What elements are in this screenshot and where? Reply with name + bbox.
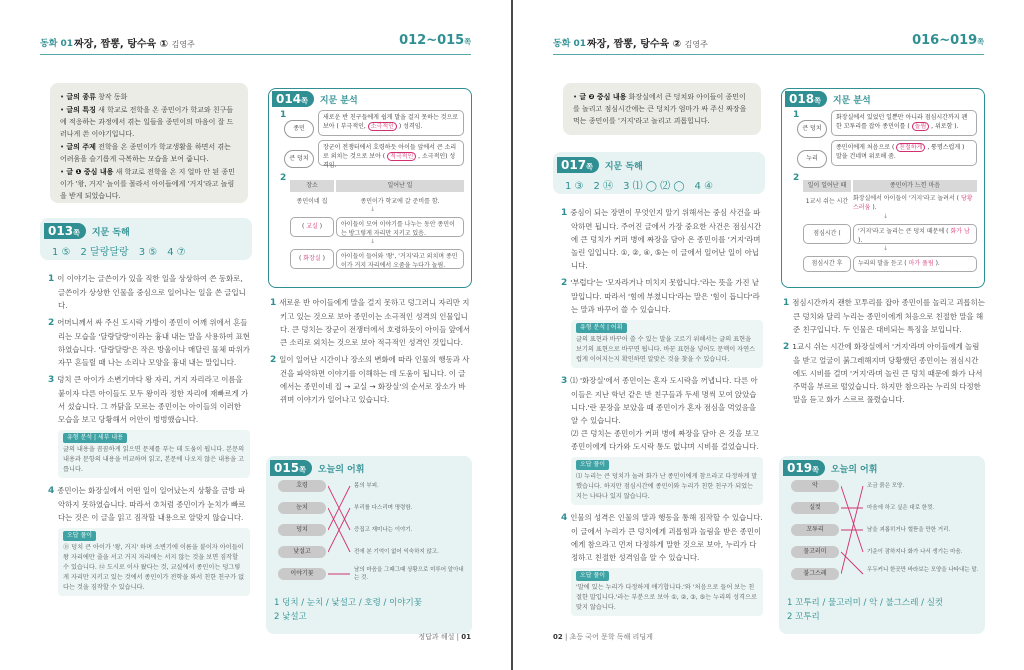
vocab-definition: 남의 마음을 그때그때 상황으로 미루어 알아내는 것. <box>354 567 464 581</box>
summary-box <box>563 83 761 135</box>
explanation-item: 1 새로운 반 아이들에게 말을 걸지 못하고 덩그러니 자리만 지키고 있는 것으로 보아 종민이는 소극적인 성격의 인물입니다. 큰 덩치는 장군이 전쟁터에서 호령하듯이 아이들 앞에서 큰 소리로 외치는 것으로 보아 적극적인 성격인 것입니다. <box>270 298 471 347</box>
section-013-tag: 013쪽 지문 독해 <box>44 223 130 239</box>
story-title: 짜장, 짬뽕, 탕수육 ① 김영주 <box>74 39 195 50</box>
tip-box: 오답 풀이 ⑪ 덩치 큰 아이가 '왕, 거지' 하며 소변기에 이름을 붙이자 아이들이 왕 자리에만 줄을 서고 거지 자리에는 서지 않는 것을 보면 짐작할 수 있습니다. ⑫ 도시로 이사 왔다는 것, 교실에서 종민이는 덩그렇게 자리만 지키고 있는 것에서 종민이가 전학을 와서 친한 친구가 없다는 것을 짐작할 수 있습니다. <box>58 528 250 596</box>
summary-item: • 글의 주제 전학을 온 종민이가 학교생활을 하면서 겪는 어려움을 슬기롭게 극복하는 모습을 보여 줍니다. <box>60 143 231 163</box>
vocab-word: 눈치 <box>278 502 326 514</box>
vocab-definition: 마음에 하고 싶은 대로 한껏. <box>867 505 935 511</box>
explanations-014 <box>270 296 472 410</box>
matching-lines <box>841 480 865 580</box>
answers-015: 2 낯설고 <box>274 612 307 622</box>
vocab-word: 이야기꽃 <box>278 568 326 580</box>
page-header: 동화 01 짜장, 짬뽕, 탕수육 ② 김영주 016~019쪽 <box>553 32 984 55</box>
section-017-tag: 017쪽 지문 독해 <box>557 157 643 173</box>
page-footer: 02 | 초등 국어 문학 독해 리딩게 <box>553 633 653 641</box>
answers-015: 1 덩치 / 눈치 / 낯설고 / 호령 / 이야기꽃 <box>274 598 422 608</box>
vocab-definition: 부리를 다스리며 명령함. <box>354 505 413 511</box>
section-018-tag: 018쪽 지문 분석 <box>785 91 871 107</box>
place-event-table: 장소 일어난 일 종민이네 집 종민이가 학교에 갈 준비를 함. ↓ ( 교실 ) 아이들이 모여 이야기를 나누는 동안 종민이는 방그렇게 자리만 지키고 있음. ↓ ( 화장실 ) 아이들이 들어와 '왕', '거지'라고 외치며 종민이가 거지 자리에서 오줌을 누다가 놀림. <box>290 180 464 280</box>
vocab-definition: 몸의 부피. <box>354 483 379 489</box>
character-description: 새로운 반 친구들에게 쉽게 말을 걸지 못하는 것으로 보아 ( 부극적인, 소극적인 ) 성격임. <box>318 110 464 136</box>
page-footer: 정답과 해설 | 01 <box>418 633 471 641</box>
vocab-definition: 전에 본 기억이 없어 익숙하지 않고. <box>354 549 439 555</box>
summary-item: • 글 ❶ 중심 내용 새 학교로 전학을 온 지 얼마 안 된 종민이가 '왕, 거지' 놀이를 몰라서 아이들에게 '거지'라고 놀림을 받게 되었습니다. <box>60 168 235 200</box>
vocab-definition: 조금 붉은 모양. <box>867 483 905 489</box>
vocab-definition: 기운이 잠하지나 화가 나서 생기는 마음. <box>867 549 963 555</box>
character-pill: 큰 덩치 <box>797 120 827 138</box>
section-019-tag: 019쪽 오늘의 어휘 <box>783 460 877 476</box>
character-description: 장군이 전쟁터에서 호령하듯 아이들 앞에서 큰 소리로 외치는 것으로 보아 ( 적극적인 , 소극적인) 성격임. <box>318 140 464 166</box>
vocab-word: 악 <box>791 480 839 492</box>
page-range: 016~019쪽 <box>912 33 984 48</box>
explanation-item: 3 덩치 큰 아이가 소변기마다 왕 자리, 거지 자리라고 이름을 붙이자 다른 아이들도 모두 왕이라 정한 자리에 재빠르게 가서 섰습니다. 그 까닭을 모르는 종민이는 아이들의 이러한 모습을 보고 당황해서 어안이 벙벙했습니다. <box>48 375 249 424</box>
tip-box: 유형 분석 | 어휘 글의 표현과 바꾸어 쓸 수 있는 말을 고르기 위해서는 글의 표현을 보기의 표현으로 바꾸면 됩니다. 바꾼 표현을 넣어도 문맥이 자연스럽게 이어지는지 확인하면 알맞은 것을 찾을 수 있습니다. <box>571 320 763 368</box>
vocab-word: 물고러미 <box>791 546 839 558</box>
vocab-word: 호령 <box>278 480 326 492</box>
vocab-definition: 증집고 재미나는 이야기. <box>354 527 413 533</box>
character-pill: 종민 <box>284 120 314 138</box>
summary-item: • 글의 종류 창작 동화 <box>60 93 128 101</box>
summary-item: • 글 ❷ 중심 내용 화장실에서 큰 덩치와 아이들이 종민이를 놀리고 점심시간에는 큰 덩치가 엄마가 싸 주신 짜장을 먹는 종민이를 '거지'라고 놀리고 괴롭힙니다. <box>573 93 747 125</box>
explanations-018: 1 점심시간까지 괜한 꼬투리를 잡아 종민이를 놀리고 괴롭히는 큰 덩치와 달리 누리는 종민이에게 처음으로 친절한 말을 해 준 친구입니다. 두 인물은 대비되는 특징을 보입니다. 2 1교시 쉬는 시간에 화장실에서 '거지'라며 아이들에게 놀림을 받고 얼굴이 붉그레해지며 당황했던 종민이는 점심시간에도 시비를 걸며 '거지'라며 놀린 큰 덩치 때문에 화가 나서 주먹을 부르르 떨었습니다. 하지만 참으라는 누리의 다정한 말을 듣고 화가 스르르 풀렸습니다. <box>783 298 985 404</box>
answers-017: 1 ③ 2 ⑭ 3 ⑴ ◯ ⑵ ◯ 4 ④ <box>565 181 714 192</box>
explanation-item: 2 일이 일어난 시간이나 장소의 변화에 따라 인물의 행동과 사건을 파악하면 이야기를 이해하는 데 도움이 됩니다. 이 글에서는 종민이네 집 → 교실 → 화장실'의 순서로 장소가 바뀌며 이야기가 일어나고 있습니다. <box>270 355 470 404</box>
section-015-tag: 015쪽 오늘의 어휘 <box>270 460 364 476</box>
vocab-word: 덩치 <box>278 524 326 536</box>
explanations-017: 1 중심이 되는 장면이 무엇인지 알기 위해서는 중심 사건을 파악하면 됩니다. 주어진 글에서 가장 중요한 사건은 점심시간에 큰 덩치가 커퍼 병에 짜장을 담아 온 종민이를 '거지'라며 놀린 일입니다. ①, ②, ④, ⑤는 이 글에서 일어난 일이 아닙니다. 2 '부럽다'는 '모자라거나 미치지 못합니다.'라는 뜻을 가진 낱말입니다. 따라서 '힘에 부쳤니다'라는 말은 '힘이 듭니다'라는 말과 바꾸어 쓸 수 있습니다. 유형 분석 | 어휘 글의 표현과 바꾸어 쓸 수 있는 말을 고르기 위해서는 글의 표현을 보기의 표현으로 바꾸면 됩니다. 바꾼 표현을 넣어도 문맥이 자연스럽게 이어지는지 확인하면 알맞은 것을 찾을 수 있습니다. 3 ⑴ '화장실'에서 종민이는 혼자 도시락을 꺼냅니다. 다른 아이들은 지난 학년 같은 반 친구들과 두세 명씩 모여 앉았습니다.'란 문장을 보았을 때 종민이가 혼자 점심을 먹었음을 알 수 있습니다. ⑵ 큰 덩치는 종민이가 커퍼 병에 짜장을 담아 온 것을 보고 종민이에게 다가와 도시락 통도 없냐며 시비를 걸었습니다. 오답 풀이 ⑴ 누리는 큰 덩치가 놀려 화가 난 종민이에게 참으라고 다정하게 말했습니다. 하지만 점심시간에 종민이와 누리가 친한 친구가 되었는지는 나타나 있지 않습니다. 4 인물의 성격은 인물의 말과 행동을 통해 짐작할 수 있습니다. 이 글에서 누리가 큰 덩치에게 괴롭힘과 놀림을 받은 종민이에게 참으라고 먼저 다정하게 말한 것으로 보아, 누리가 다정하고 친절한 성격임을 알 수 있습니다. 오답 풀이 '말에 있는 누리가 다정하게 얘기합니다.'와 '처음으로 들어 보는 친절한 말입니다.'라는 부분으로 보아 ①, ②, ③, ⑤는 누리의 성격으로 맞지 않습니다. <box>561 206 763 622</box>
episode-label: 동화 01 <box>40 39 74 49</box>
tip-box: 오답 풀이 ⑴ 누리는 큰 덩치가 놀려 화가 난 종민이에게 참으라고 다정하게 말했습니다. 하지만 점심시간에 종민이와 누리가 친한 친구가 되었는지는 나타나 있지 않습니다. <box>571 457 763 505</box>
summary-item: • 글의 특징 새 학교로 전학을 온 종민이가 학교와 친구들에 적응하는 과정에서 겪는 일들을 종민이의 마음이 잘 드러나게 쓴 이야기입니다. <box>60 106 234 138</box>
tip-box: 유형 분석 | 세부 내용 글의 내용을 꼼꼼하게 읽으면 문제를 푸는 데 도움이 됩니다. 본문의 내용과 문항의 내용을 비교하며 읽고, 본문에 나오지 않은 내용을 고릅니다. <box>58 430 250 478</box>
explanation-item: 1 이 이야기는 글쓴이가 있을 직한 일을 상상하여 쓴 동화로, 글쓴이가 상상한 인물을 중심으로 일어나는 일을 쓴 글입니다. <box>48 274 246 310</box>
answers-019: 2 꼬투리 <box>787 612 820 622</box>
vocab-word: 낯설고 <box>278 546 326 558</box>
vocab-word: 실컷 <box>791 502 839 514</box>
page-range: 012~015쪽 <box>399 33 471 48</box>
vocab-definition: 우두커니 한곳만 바라보는 모양을 나타내는 말. <box>867 567 979 573</box>
character-pill: 누리 <box>797 150 827 168</box>
section-014-tag: 014쪽 지문 분석 <box>272 91 358 107</box>
explanation-item: 4 종민이는 화장실에서 어떤 일이 일어났는지 상황을 금방 파악하지 못하였습니다. 따라서 ⑦처럼 종민이가 눈치가 빠르다는 것은 이 글을 읽고 짐작할 내용으로 알맞지 않습니다. <box>48 486 246 522</box>
time-feeling-table: 일이 일어난 때 종민이가 느낀 마음 1교시 쉬는 시간 화장실에서 아이들이 '거지'라고 놀려서 ( 당황스러움 ). ↓ 점심시간 ( '거지'라고 놀리는 큰 덩치 때문에 ( 화가 남 ). ↓ 점심시간 후 누리의 말을 듣고 ( 마가 풀림 ). <box>803 180 977 280</box>
answers-013: 1 ⑤ 2 달랑달랑 3 ⑤ 4 ⑦ <box>52 247 186 258</box>
explanations-013 <box>48 272 250 602</box>
character-pill: 큰 덩치 <box>284 150 314 168</box>
matching-lines <box>328 480 352 580</box>
vocab-word: 꼬투리 <box>791 524 839 536</box>
vocab-word: 불그스레 <box>791 568 839 580</box>
vocab-definition: 남을 괴롭히거나 헐뜯을 만한 거리. <box>867 527 951 533</box>
answers-019: 1 꼬투리 / 물고러미 / 악 / 불그스레 / 실컷 <box>787 598 944 608</box>
story-title: 짜장, 짬뽕, 탕수육 ② 김영주 <box>587 39 708 50</box>
right-page: 동화 01 짜장, 짬뽕, 탕수육 ② 김영주 016~019쪽 • 글 ❷ 중심 내용 화장실에서 큰 덩치와 아이들이 종민이를 놀리고 점심시간에는 큰 덩치가 엄마가 싸 주신 짜장을 먹는 종민이를 '거지'라고 놀리고 괴롭힙니다. 017쪽 지문 독해 1 ③ 2 ⑭ 3 ⑴ ◯ ⑵ ◯ 4 ④ 1 중심이 되는 장면이 무엇인지 알기 위해서는 중심 사건을 파악하면 됩니다. 주어진 글에서 가장 중요한 사건은 점심시간에 큰 덩치가 커퍼 병에 짜장을 담아 온 종민이를 '거지'라며 놀린 일입니다. ①, ②, ④, ⑤는 이 글에서 일어난 일이 아닙니다. 2 '부럽다'는 '모자라거나 미치지 못합니다.'라는 뜻을 가진 낱말입니다. 따라서 '힘에 부쳤니다'라는 말은 '힘이 듭니다'라는 말과 바꾸어 쓸 수 있습니다. 유형 분석 | 어휘 글의 표현과 바꾸어 쓸 수 있는 말을 고르기 위해서는 글의 표현을 보기의 표현으로 바꾸면 됩니다. 바꾼 표현을 넣어도 문맥이 자연스럽게 이어지는지 확인하면 알맞은 것을 찾을 수 있습니다. 3 ⑴ '화장실'에서 종민이는 혼자 도시락을 꺼냅니다. 다른 아이들은 지난 학년 같은 반 친구들과 두세 명씩 모여 앉았습니다.'란 문장을 보았을 때 종민이가 혼자 점심을 먹었음을 알 수 있습니다. ⑵ 큰 덩치는 종민이가 커퍼 병에 짜장을 담아 온 것을 보고 종민이에게 다가와 도시락 통도 없냐며 시비를 걸었습니다. 오답 풀이 ⑴ 누리는 큰 덩치가 놀려 화가 난 종민이에게 참으라고 다정하게 말했습니다. 하지만 점심시간에 종민이와 누리가 친한 친구가 되었는지는 나타나 있지 않습니다. 4 인물의 성격은 인물의 말과 행동을 통해 짐작할 수 있습니다. 이 글에서 누리가 큰 덩치에게 괴롭힘과 놀림을 받은 종민이에게 참으라고 먼저 다정하게 말한 것으로 보아, 누리가 다정하고 친절한 성격임을 알 수 있습니다. 오답 풀이 '말에 있는 누리가 다정하게 얘기합니다.'와 '처음으로 들어 보는 친절한 말입니다.'라는 부분으로 보아 ①, ②, ③, ⑤는 누리의 성격으로 맞지 않습니다. 018쪽 지문 분석 1 큰 덩치 화장실에서 있었던 일뿐만 아니라 점심시간까지 괜한 꼬투리를 잡아 종민이를 ( 놀림 , 위로함 ). 누리 종민이에게 처음으로 ( 친절하게 , 퉁명스럽게 ) 말을 건네며 위로해 줌. 2 일이 일어난 때 종민이가 느낀 마음 1교시 쉬는 시간 화장실에서 아이들이 '거지'라고 놀려서 ( 당황스러움 ). ↓ 점심시간 ( '거지'라고 놀리는 큰 덩치 때문에 ( 화가 남 ). ↓ 점심시간 후 누리의 말을 듣고 ( 마가 풀림 ). 1 점심시간까지 괜한 꼬투리를 잡아 종민이를 놀리고 괴롭히는 큰 덩치와 달리 누리는 종민이에게 처음으로 친절한 말을 해 준 친구입니다. 두 인물은 대비되는 특징을 보입니다. 2 1교시 쉬는 시간에 화장실에서 '거지'라며 아이들에게 놀림을 받고 얼굴이 붉그레해지며 당황했던 종민이는 점심시간에도 시비를 걸며 '거지'라며 놀린 큰 덩치 때문에 화가 나서 주먹을 부르르 떨었습니다. 하지만 참으라는 누리의 다정한 말을 듣고 화가 스르르 풀렸습니다. 019쪽 오늘의 어휘 악 실컷 꼬투리 물고러미 불그스레 조금 붉은 모양. 마음에 하고 싶은 대로 한껏. 남을 괴롭히거나 헐뜯을 만한 거리. 기운이 잠하지나 화가 나서 생기는 마음. 우두커니 한곳만 바라보는 모양을 나타내는 말. 1 꼬투리 / 물고러미 / 악 / 불그스레 / 실컷 2 꼬투리 02 | 초등 국어 문학 독해 리딩게 <box>513 0 1024 670</box>
explanation-item: 2 어머니께서 싸 주신 도시락 가방이 종민이 어깨 위에서 흔들리는 모습을 '달랑달랑'이라는 흉내 내는 말을 사용하여 표현하였습니다. '달랑달랑'은 작은 방울이나 매달린 물체 따위가 자꾸 흔들릴 때 나는 소리나 모양을 흉내 내는 말입니다. <box>48 318 250 367</box>
left-page: 동화 01 짜장, 짬뽕, 탕수육 ① 김영주 012~015쪽 • 글의 종류 창작 동화 • 글의 특징 새 학교로 전학을 온 종민이가 학교와 친구들에 적응하는 과정에서 겪는 일들을 종민이의 마음이 잘 드러나게 쓴 이야기입니다. • 글의 주제 전학을 온 종민이가 학교생활을 하면서 겪는 어려움을 슬기롭게 극복하는 모습을 보여 줍니다. • 글 ❶ 중심 내용 새 학교로 전학을 온 지 얼마 안 된 종민이가 '왕, 거지' 놀이를 몰라서 아이들에게 '거지'라고 놀림을 받게 되었습니다. 013쪽 지문 독해 1 ⑤ 2 달랑달랑 3 ⑤ 4 ⑦ 1 이 이야기는 글쓴이가 있을 직한 일을 상상하여 쓴 동화로, 글쓴이가 상상한 인물을 중심으로 일어나는 일을 쓴 글입니다. 2 어머니께서 싸 주신 도시락 가방이 종민이 어깨 위에서 흔들리는 모습을 '달랑달랑'이라는 흉내 내는 말을 사용하여 표현하였습니다. '달랑달랑'은 작은 방울이나 매달린 물체 따위가 자꾸 흔들릴 때 나는 소리나 모양을 흉내 내는 말입니다. 3 덩치 큰 아이가 소변기마다 왕 자리, 거지 자리라고 이름을 붙이자 다른 아이들도 모두 왕이라 정한 자리에 재빠르게 가서 섰습니다. 그 까닭을 모르는 종민이는 아이들의 이러한 모습을 보고 당황해서 어안이 벙벙했습니다. 유형 분석 | 세부 내용 글의 내용을 꼼꼼하게 읽으면 문제를 푸는 데 도움이 됩니다. 본문의 내용과 문항의 내용을 비교하며 읽고, 본문에 나오지 않은 내용을 고릅니다. 4 종민이는 화장실에서 어떤 일이 일어났는지 상황을 금방 파악하지 못하였습니다. 따라서 ⑦처럼 종민이가 눈치가 빠르다는 것은 이 글을 읽고 짐작할 내용으로 알맞지 않습니다. 오답 풀이 ⑪ 덩치 큰 아이가 '왕, 거지' 하며 소변기에 이름을 붙이자 아이들이 왕 자리에만 줄을 서고 거지 자리에는 서지 않는 것을 보면 짐작할 수 있습니다. ⑫ 도시로 이사 왔다는 것, 교실에서 종민이는 덩그렇게 자리만 지키고 있는 것에서 종민이가 전학을 와서 친한 친구가 없다는 것을 짐작할 수 있습니다. 014쪽 지문 분석 1 종민 새로운 반 친구들에게 쉽게 말을 걸지 못하는 것으로 보아 ( 부극적인, 소극적인 ) 성격임. 큰 덩치 장군이 전쟁터에서 호령하듯 아이들 앞에서 큰 소리로 외치는 것으로 보아 ( 적극적인 , 소극적인) 성격임. 2 장소 일어난 일 종민이네 집 종민이가 학교에 갈 준비를 함. ↓ ( 교실 ) 아이들이 모여 이야기를 나누는 동안 종민이는 방그렇게 자리만 지키고 있음. ↓ ( 화장실 ) 아이들이 들어와 '왕', '거지'라고 외치며 종민이가 거지 자리에서 오줌을 누다가 놀림. 1 새로운 반 아이들에게 말을 걸지 못하고 덩그러니 자리만 지키고 있는 것으로 보아 종민이는 소극적인 성격의 인물입니다. 큰 덩치는 장군이 전쟁터에서 호령하듯이 아이들 앞에서 큰 소리로 외치는 것으로 보아 적극적인 성격인 것입니다. 2 일이 일어난 시간이나 장소의 변화에 따라 인물의 행동과 사건을 파악하면 이야기를 이해하는 데 도움이 됩니다. 이 글에서는 종민이네 집 → 교실 → 화장실'의 순서로 장소가 바뀌며 이야기가 일어나고 있습니다. 015쪽 오늘의 어휘 호령 눈치 덩치 낯설고 이야기꽃 몸의 부피. 부리를 다스리며 명령함. 증집고 재미나는 이야기. 전에 본 기억이 없어 익숙하지 않고. 남의 마음을 그때그때 상황으로 미루어 알아내는 것. 1 덩치 / 눈치 / 낯설고 / 호령 / 이야기꽃 2 낯설고 정답과 해설 | 01 <box>0 0 511 670</box>
tip-box: 오답 풀이 '말에 있는 누리가 다정하게 얘기합니다.'와 '처음으로 들어 보는 친절한 말입니다.'라는 부분으로 보아 ①, ②, ③, ⑤는 누리의 성격으로 맞지 않습니다. <box>571 568 763 616</box>
page-header <box>40 32 471 55</box>
summary-box <box>50 83 248 203</box>
